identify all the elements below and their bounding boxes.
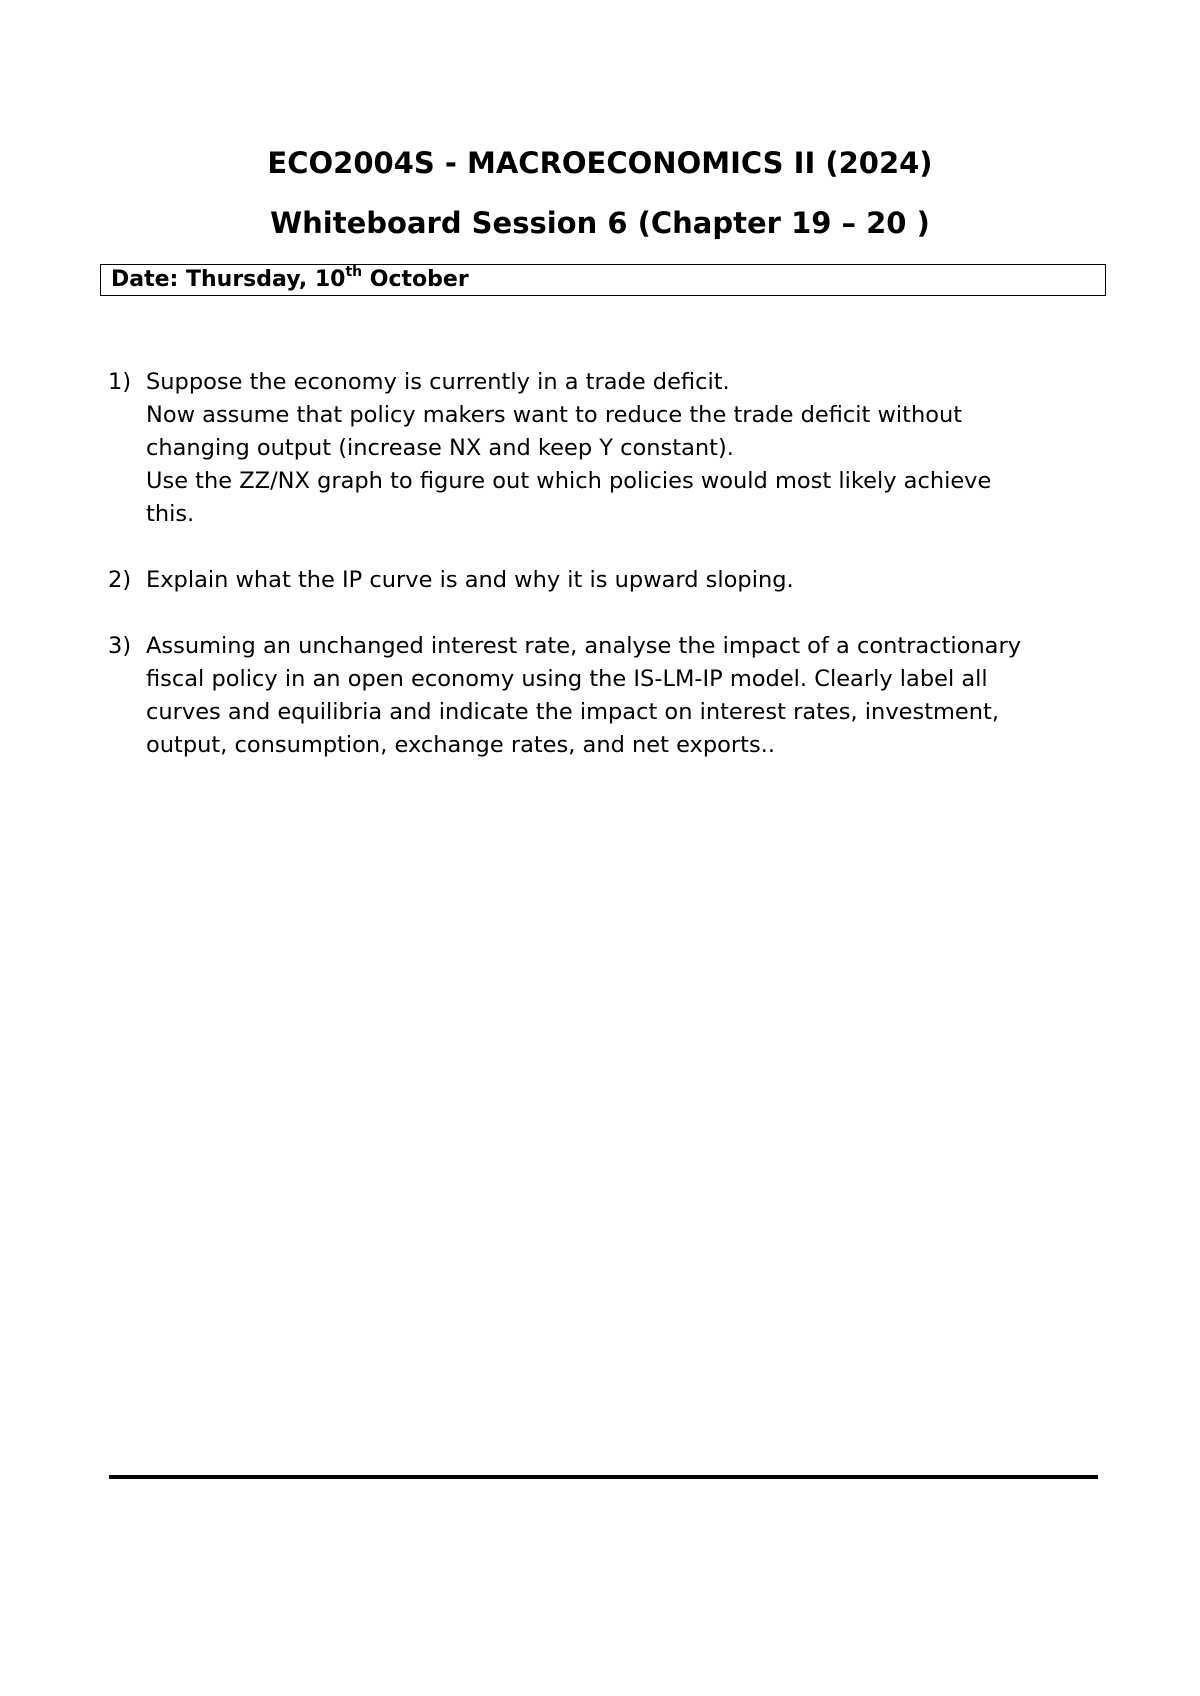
date-superscript: th [345,263,363,280]
date-suffix: October [362,267,469,292]
question-item [108,564,1108,597]
question-text-line: curves and equilibria and indicate the impact on interest rates, investment, [146,699,1000,725]
question-item [108,630,1108,762]
question-text-line: Now assume that policy makers want to reduce the trade deficit without [146,402,963,428]
question-text-line: output, consumption, exchange rates, and net exports.. [146,732,776,758]
question-number: 2) [108,567,132,593]
question-item [108,366,1108,531]
question-text-line: changing output (increase NX and keep Y constant). [146,435,734,461]
question-number: 1) [108,369,132,395]
bottom-divider [109,1475,1098,1479]
question-text-line: Assuming an unchanged interest rate, analyse the impact of a contractionary [146,633,1022,659]
question-text-line: Use the ZZ/NX graph to figure out which policies would most likely achieve [146,468,992,494]
question-list [108,366,1108,795]
date-box [100,264,1106,296]
question-text-line: fiscal policy in an open economy using the IS-LM-IP model. Clearly label all [146,666,988,692]
question-text-line: this. [146,501,195,527]
question-number: 3) [108,633,132,659]
session-title: Whiteboard Session 6 (Chapter 19 – 20 ) [270,206,930,240]
course-title: ECO2004S - MACROECONOMICS II (2024) [267,146,933,180]
question-text-line: Suppose the economy is currently in a trade deficit. [146,369,730,395]
date-prefix: Date: Thursday, 10 [111,267,346,292]
question-text-line: Explain what the IP curve is and why it is upward sloping. [146,567,794,593]
